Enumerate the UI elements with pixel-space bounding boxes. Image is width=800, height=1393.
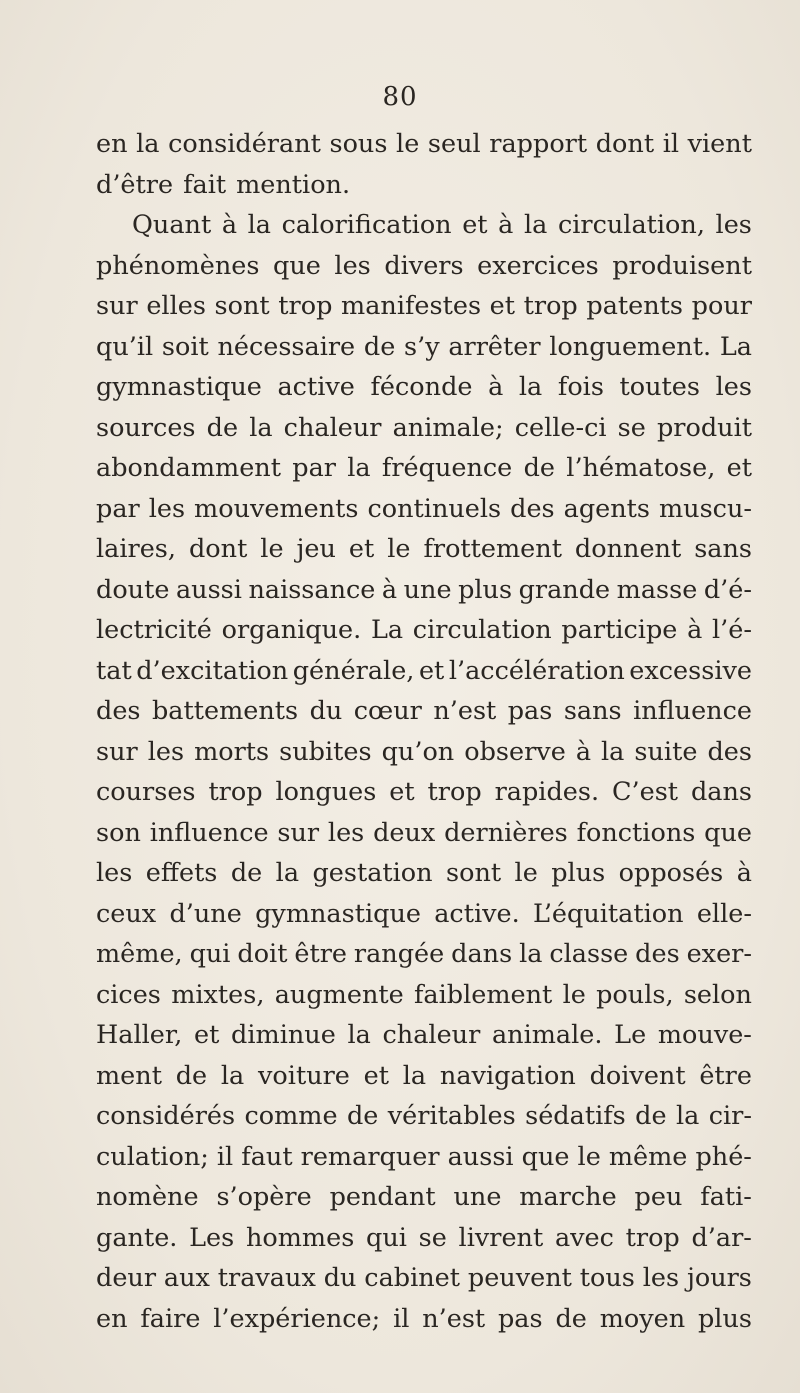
word: faut (241, 1141, 293, 1172)
word: fonctions (576, 817, 696, 848)
word: des (510, 493, 555, 524)
word: sources (96, 412, 196, 443)
word: d’ar- (691, 1222, 752, 1253)
word: les (715, 210, 752, 240)
word: l’expérience; (213, 1303, 381, 1334)
word: faire (140, 1303, 201, 1334)
word: sur (96, 291, 138, 321)
word: circulation (412, 615, 552, 645)
word: gante. (96, 1222, 178, 1253)
word: navigation (439, 1060, 576, 1091)
word: dont (595, 129, 655, 159)
word: dernières (444, 817, 568, 848)
word: se (418, 1222, 447, 1253)
text-line (96, 1177, 752, 1218)
word: la (247, 210, 271, 240)
word: participe (561, 615, 678, 645)
word: s’opère (216, 1182, 312, 1212)
word: remarquer (300, 1141, 440, 1172)
word: exercices (477, 250, 599, 281)
word: doute (96, 574, 170, 605)
word: la (675, 1101, 700, 1131)
word: à (736, 858, 752, 888)
word: que (521, 1141, 570, 1172)
word: féconde (370, 372, 473, 402)
word: d’é- (703, 574, 752, 605)
word: trop (208, 777, 263, 807)
word: organique. (221, 615, 362, 645)
word: lectricité (96, 615, 212, 645)
word: et (418, 655, 445, 686)
word: de (363, 331, 396, 362)
word: grande (518, 574, 611, 605)
word: la (523, 210, 548, 240)
word: à (498, 210, 514, 240)
word: masse (616, 574, 698, 605)
word: d’excitation (136, 655, 289, 686)
word: se (617, 412, 646, 443)
word: en (96, 129, 128, 159)
word: longuement. (549, 331, 712, 362)
text-line (96, 408, 752, 449)
word: elle- (696, 898, 752, 929)
word: courses (96, 777, 196, 807)
word: elles (146, 291, 206, 321)
text-line (96, 205, 752, 246)
word: fati- (700, 1182, 752, 1212)
word: dont (188, 534, 248, 564)
word: trop (625, 1222, 680, 1253)
text-line (96, 246, 752, 287)
word: tous (579, 1263, 635, 1293)
text-line (96, 448, 752, 489)
word: augmente (274, 979, 404, 1010)
word: La (370, 615, 404, 645)
word: livrent (458, 1222, 544, 1253)
word: son (96, 817, 141, 848)
word: C’est (611, 777, 679, 807)
word: travaux (217, 1263, 316, 1293)
word: d’être (96, 169, 174, 200)
word: les (334, 250, 371, 281)
word: animale. (491, 1020, 603, 1050)
word: aussi (175, 574, 242, 605)
text-line (96, 1096, 752, 1137)
word: ceux (96, 898, 157, 929)
word: qu’on (381, 736, 455, 767)
word: frottement (423, 534, 562, 564)
word: nomène (96, 1182, 199, 1212)
word: donnent (574, 534, 682, 564)
word: considérés (96, 1101, 236, 1131)
text-line (96, 489, 752, 530)
word: excessive (629, 655, 752, 686)
word: celle-ci (514, 412, 607, 443)
word: sur (96, 736, 138, 767)
word: pas (497, 1303, 543, 1334)
word: la (136, 129, 160, 159)
word: cœur (353, 696, 422, 726)
word: agents (563, 493, 650, 524)
word: cices (96, 979, 161, 1010)
word: pas (507, 696, 553, 726)
word: par (292, 453, 336, 483)
word: influence (633, 696, 752, 726)
word: continuels (367, 493, 502, 524)
word: cabinet (364, 1263, 461, 1293)
word: il (393, 1303, 410, 1334)
text-line (96, 529, 752, 570)
text-line (96, 732, 752, 773)
word: et (389, 777, 415, 807)
word: générale, (292, 655, 415, 686)
word: abondamment (96, 453, 281, 483)
text-line (96, 934, 752, 975)
text-line (96, 570, 752, 611)
word: phé- (695, 1141, 752, 1172)
word: à (687, 615, 703, 645)
word: les (148, 493, 186, 524)
word: opposés (618, 858, 724, 888)
body-text (96, 124, 752, 1339)
word: sans (694, 534, 752, 564)
word: de (523, 453, 555, 483)
word: trop (427, 777, 482, 807)
word: longues (275, 777, 377, 807)
text-line (96, 894, 752, 935)
word: active (277, 372, 355, 402)
word: la (519, 939, 543, 969)
word: s’y (404, 331, 440, 362)
word: sans (563, 696, 622, 726)
word: Le (614, 1020, 647, 1050)
word: le (514, 858, 538, 888)
word: une (453, 1182, 502, 1212)
word: être (699, 1060, 752, 1091)
word: du (323, 1263, 357, 1293)
word: doivent (589, 1060, 686, 1091)
word: mouvements (194, 493, 359, 524)
word: à (488, 372, 504, 402)
text-line (96, 1299, 752, 1340)
word: seul (427, 129, 481, 159)
text-line (96, 1137, 752, 1178)
word: des (96, 696, 141, 726)
word: véritables (387, 1101, 516, 1131)
word: mention. (236, 169, 351, 200)
word: vient (687, 129, 752, 159)
word: qui (366, 1222, 407, 1253)
text-line (96, 975, 752, 1016)
word: l’é- (712, 615, 752, 645)
word: sous (329, 129, 388, 159)
page-number: 80 (382, 82, 418, 112)
word: sont (446, 858, 502, 888)
word: sédatifs (525, 1101, 626, 1131)
word: deux (373, 817, 436, 848)
word: une (403, 574, 452, 605)
word: plus (458, 574, 513, 605)
word: avec (554, 1222, 614, 1253)
word: chaleur (382, 1020, 481, 1050)
word: Les (189, 1222, 235, 1253)
word: et (462, 210, 488, 240)
word: la (601, 736, 625, 767)
word: la (347, 453, 371, 483)
word: fréquence (381, 453, 513, 483)
word: marche (519, 1182, 617, 1212)
word: en (96, 1303, 128, 1334)
word: cir- (708, 1101, 752, 1131)
text-line (96, 651, 752, 692)
word: aussi (447, 1141, 514, 1172)
word: circulation, (557, 210, 705, 240)
word: culation; (96, 1141, 209, 1172)
word: voiture (258, 1060, 350, 1091)
word: aux (163, 1263, 210, 1293)
word: des (635, 939, 680, 969)
word: être (294, 939, 347, 969)
word: La (719, 331, 752, 362)
word: n’est (422, 1303, 486, 1334)
word: effets (145, 858, 218, 888)
word: subites (279, 736, 372, 767)
word: divers (384, 250, 464, 281)
word: jours (686, 1263, 752, 1293)
word: les (147, 736, 185, 767)
word: les (96, 858, 133, 888)
word: produisent (612, 250, 752, 281)
word: sont (214, 291, 270, 321)
text-line (96, 853, 752, 894)
word: diminue (231, 1020, 336, 1050)
word: que (704, 817, 752, 848)
word: chaleur (283, 412, 382, 443)
word: selon (683, 979, 752, 1010)
word: il (216, 1141, 234, 1172)
word: les (642, 1263, 680, 1293)
word: la (347, 1020, 371, 1050)
text-line (96, 124, 752, 165)
word: les (715, 372, 752, 402)
word: et (194, 1020, 220, 1050)
word: toutes (619, 372, 700, 402)
word: de (175, 1060, 208, 1091)
word: l’accélération (448, 655, 625, 686)
word: de (555, 1303, 587, 1334)
word: de (346, 1101, 379, 1131)
word: naissance (248, 574, 376, 605)
word: influence (149, 817, 269, 848)
text-line (96, 1218, 752, 1259)
word: soit (161, 331, 209, 362)
word: que (273, 250, 321, 281)
word: faiblement (413, 979, 553, 1010)
word: gestation (312, 858, 433, 888)
word: dans (451, 939, 513, 969)
word: calorification (281, 210, 452, 240)
text-line (96, 772, 752, 813)
word: l’hématose, (566, 453, 716, 483)
word: peu (634, 1182, 683, 1212)
text-line (96, 1015, 752, 1056)
word: morts (194, 736, 270, 767)
word: ment (96, 1060, 162, 1091)
word: de (206, 412, 239, 443)
word: L’équitation (533, 898, 684, 929)
word: la (518, 372, 543, 402)
word: rapport (489, 129, 588, 159)
word: active. (434, 898, 520, 929)
word: trop (278, 291, 333, 321)
word: arrêter (448, 331, 541, 362)
word: tat (96, 655, 132, 686)
word: des (707, 736, 752, 767)
word: la (220, 1060, 245, 1091)
word: animale; (392, 412, 504, 443)
word: pouls, (596, 979, 674, 1010)
word: et (726, 453, 752, 483)
word: classe (549, 939, 629, 969)
word: pendant (329, 1182, 436, 1212)
word: Quant (132, 210, 212, 240)
word: peuvent (467, 1263, 572, 1293)
word: qui (189, 939, 231, 969)
word: mixtes, (171, 979, 265, 1010)
word: de (230, 858, 263, 888)
word: et (363, 1060, 390, 1091)
word: de (635, 1101, 667, 1131)
word: observe (464, 736, 566, 767)
word: le (396, 129, 420, 159)
word: dans (690, 777, 752, 807)
text-line (96, 691, 752, 732)
text-line (96, 813, 752, 854)
word: même (608, 1141, 688, 1172)
word: plus (697, 1303, 752, 1334)
word: le (387, 534, 411, 564)
word: rangée (353, 939, 445, 969)
word: fait (183, 169, 227, 200)
word: la (402, 1060, 427, 1091)
word: n’est (433, 696, 497, 726)
word: du (309, 696, 343, 726)
word: sur (277, 817, 320, 848)
word: gymnastique (255, 898, 421, 929)
word: la (275, 858, 300, 888)
word: phénomènes (96, 250, 260, 281)
word: nécessaire (217, 331, 356, 362)
word: à (381, 574, 398, 605)
word: battements (151, 696, 299, 726)
word: par (96, 493, 140, 524)
word: comme (244, 1101, 338, 1131)
text-line (96, 610, 752, 651)
text-line (96, 1056, 752, 1097)
text-line (96, 286, 752, 327)
word: manifestes (341, 291, 482, 321)
word: mouve- (657, 1020, 752, 1050)
word: exer- (686, 939, 752, 969)
word: considérant (168, 129, 321, 159)
word: qu’il (96, 331, 154, 362)
word: rapides. (494, 777, 600, 807)
word: suite (634, 736, 698, 767)
text-line (96, 1258, 752, 1299)
word: moyen (599, 1303, 686, 1334)
word: la (249, 412, 273, 443)
word: à (575, 736, 592, 767)
word: doit (237, 939, 288, 969)
word: d’une (169, 898, 242, 929)
word: hommes (245, 1222, 355, 1253)
word: les (327, 817, 365, 848)
text-line (96, 367, 752, 408)
word: laires, (96, 534, 176, 564)
word: à (221, 210, 238, 240)
word: gymnastique (96, 372, 262, 402)
word: Haller, (96, 1020, 183, 1050)
word: le (577, 1141, 601, 1172)
word: deur (96, 1263, 157, 1293)
word: muscu- (658, 493, 752, 524)
word: le (260, 534, 284, 564)
text-line (96, 327, 752, 368)
word: et (348, 534, 375, 564)
word: trop (523, 291, 578, 321)
text-line (96, 165, 752, 206)
word: il (662, 129, 680, 159)
word: le (562, 979, 586, 1010)
word: jeu (296, 534, 336, 564)
word: même, (96, 939, 183, 969)
word: plus (551, 858, 606, 888)
word: et (489, 291, 516, 321)
word: patents (586, 291, 684, 321)
word: pour (691, 291, 752, 321)
word: produit (656, 412, 752, 443)
word: fois (557, 372, 604, 402)
